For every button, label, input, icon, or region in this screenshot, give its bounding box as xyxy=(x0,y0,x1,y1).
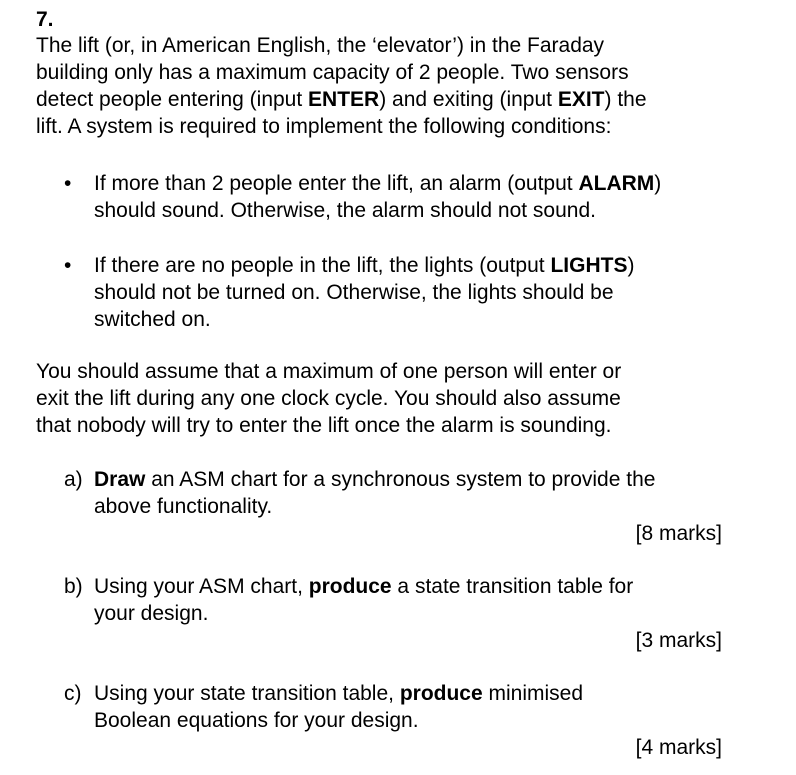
intro-line-3 xyxy=(36,86,756,113)
part-text-part: Using your state transition table, xyxy=(94,682,400,705)
part-line-1 xyxy=(94,680,744,707)
marks-badge: [3 marks] xyxy=(635,629,722,652)
instruction-verb: produce xyxy=(308,575,392,598)
part-text-part: minimised xyxy=(482,682,584,705)
input-enter-label: ENTER xyxy=(308,88,380,111)
part-line-2: above functionality. xyxy=(94,495,273,518)
assumption-line-2: exit the lift during any one clock cycle. You should also assume xyxy=(36,387,621,410)
output-alarm-label: ALARM xyxy=(578,172,655,195)
marks-badge: [8 marks] xyxy=(635,522,722,545)
part-label: b) xyxy=(64,575,83,598)
part-label: a) xyxy=(64,468,83,491)
intro-line-1: The lift (or, in American English, the ‘elevator’) in the Faraday xyxy=(36,34,605,57)
bullet-line-2: should sound. Otherwise, the alarm should not sound. xyxy=(94,199,596,222)
intro-line-2: building only has a maximum capacity of 2 people. Two sensors xyxy=(36,61,629,84)
intro-line-4: lift. A system is required to implement the following conditions: xyxy=(36,115,612,138)
bullet-icon: • xyxy=(64,172,72,195)
part-text-part: an ASM chart for a synchronous system to provide the xyxy=(145,468,656,491)
bullet-line-2: should not be turned on. Otherwise, the lights should be xyxy=(94,281,614,304)
instruction-verb: produce xyxy=(399,682,483,705)
bullet-line-1 xyxy=(94,170,744,197)
assumption-paragraph xyxy=(36,358,756,439)
bullet-text-part: ) xyxy=(654,172,662,195)
part-line-2: Boolean equations for your design. xyxy=(94,709,419,732)
assumption-line-1: You should assume that a maximum of one person will enter or xyxy=(36,360,622,383)
part-text xyxy=(94,466,744,520)
bullet-line-3: switched on. xyxy=(94,308,211,331)
output-lights-label: LIGHTS xyxy=(550,254,628,277)
intro-text: ) and exiting (input xyxy=(379,88,558,111)
part-line-1 xyxy=(94,466,744,493)
marks-badge: [4 marks] xyxy=(635,736,722,759)
bullet-text-part: If there are no people in the lift, the lights (output xyxy=(94,254,551,277)
part-text-part: Using your ASM chart, xyxy=(94,575,309,598)
intro-text: ) the xyxy=(604,88,647,111)
part-text-part: a state transition table for xyxy=(391,575,634,598)
bullet-text xyxy=(94,252,744,333)
bullet-text-part: ) xyxy=(627,254,635,277)
part-line-1 xyxy=(94,573,744,600)
bullet-icon: • xyxy=(64,254,72,277)
assumption-line-3: that nobody will try to enter the lift once the alarm is sounding. xyxy=(36,414,612,437)
part-label: c) xyxy=(64,682,82,705)
question-intro xyxy=(36,32,756,140)
bullet-text xyxy=(94,170,744,224)
input-exit-label: EXIT xyxy=(557,88,605,111)
bullet-line-1 xyxy=(94,252,744,279)
bullet-text-part: If more than 2 people enter the lift, an alarm (output xyxy=(94,172,579,195)
part-text xyxy=(94,573,744,627)
instruction-verb: Draw xyxy=(94,468,146,491)
part-text xyxy=(94,680,744,734)
intro-text: detect people entering (input xyxy=(36,88,309,111)
question-number: 7. xyxy=(36,8,54,31)
part-line-2: your design. xyxy=(94,602,209,625)
